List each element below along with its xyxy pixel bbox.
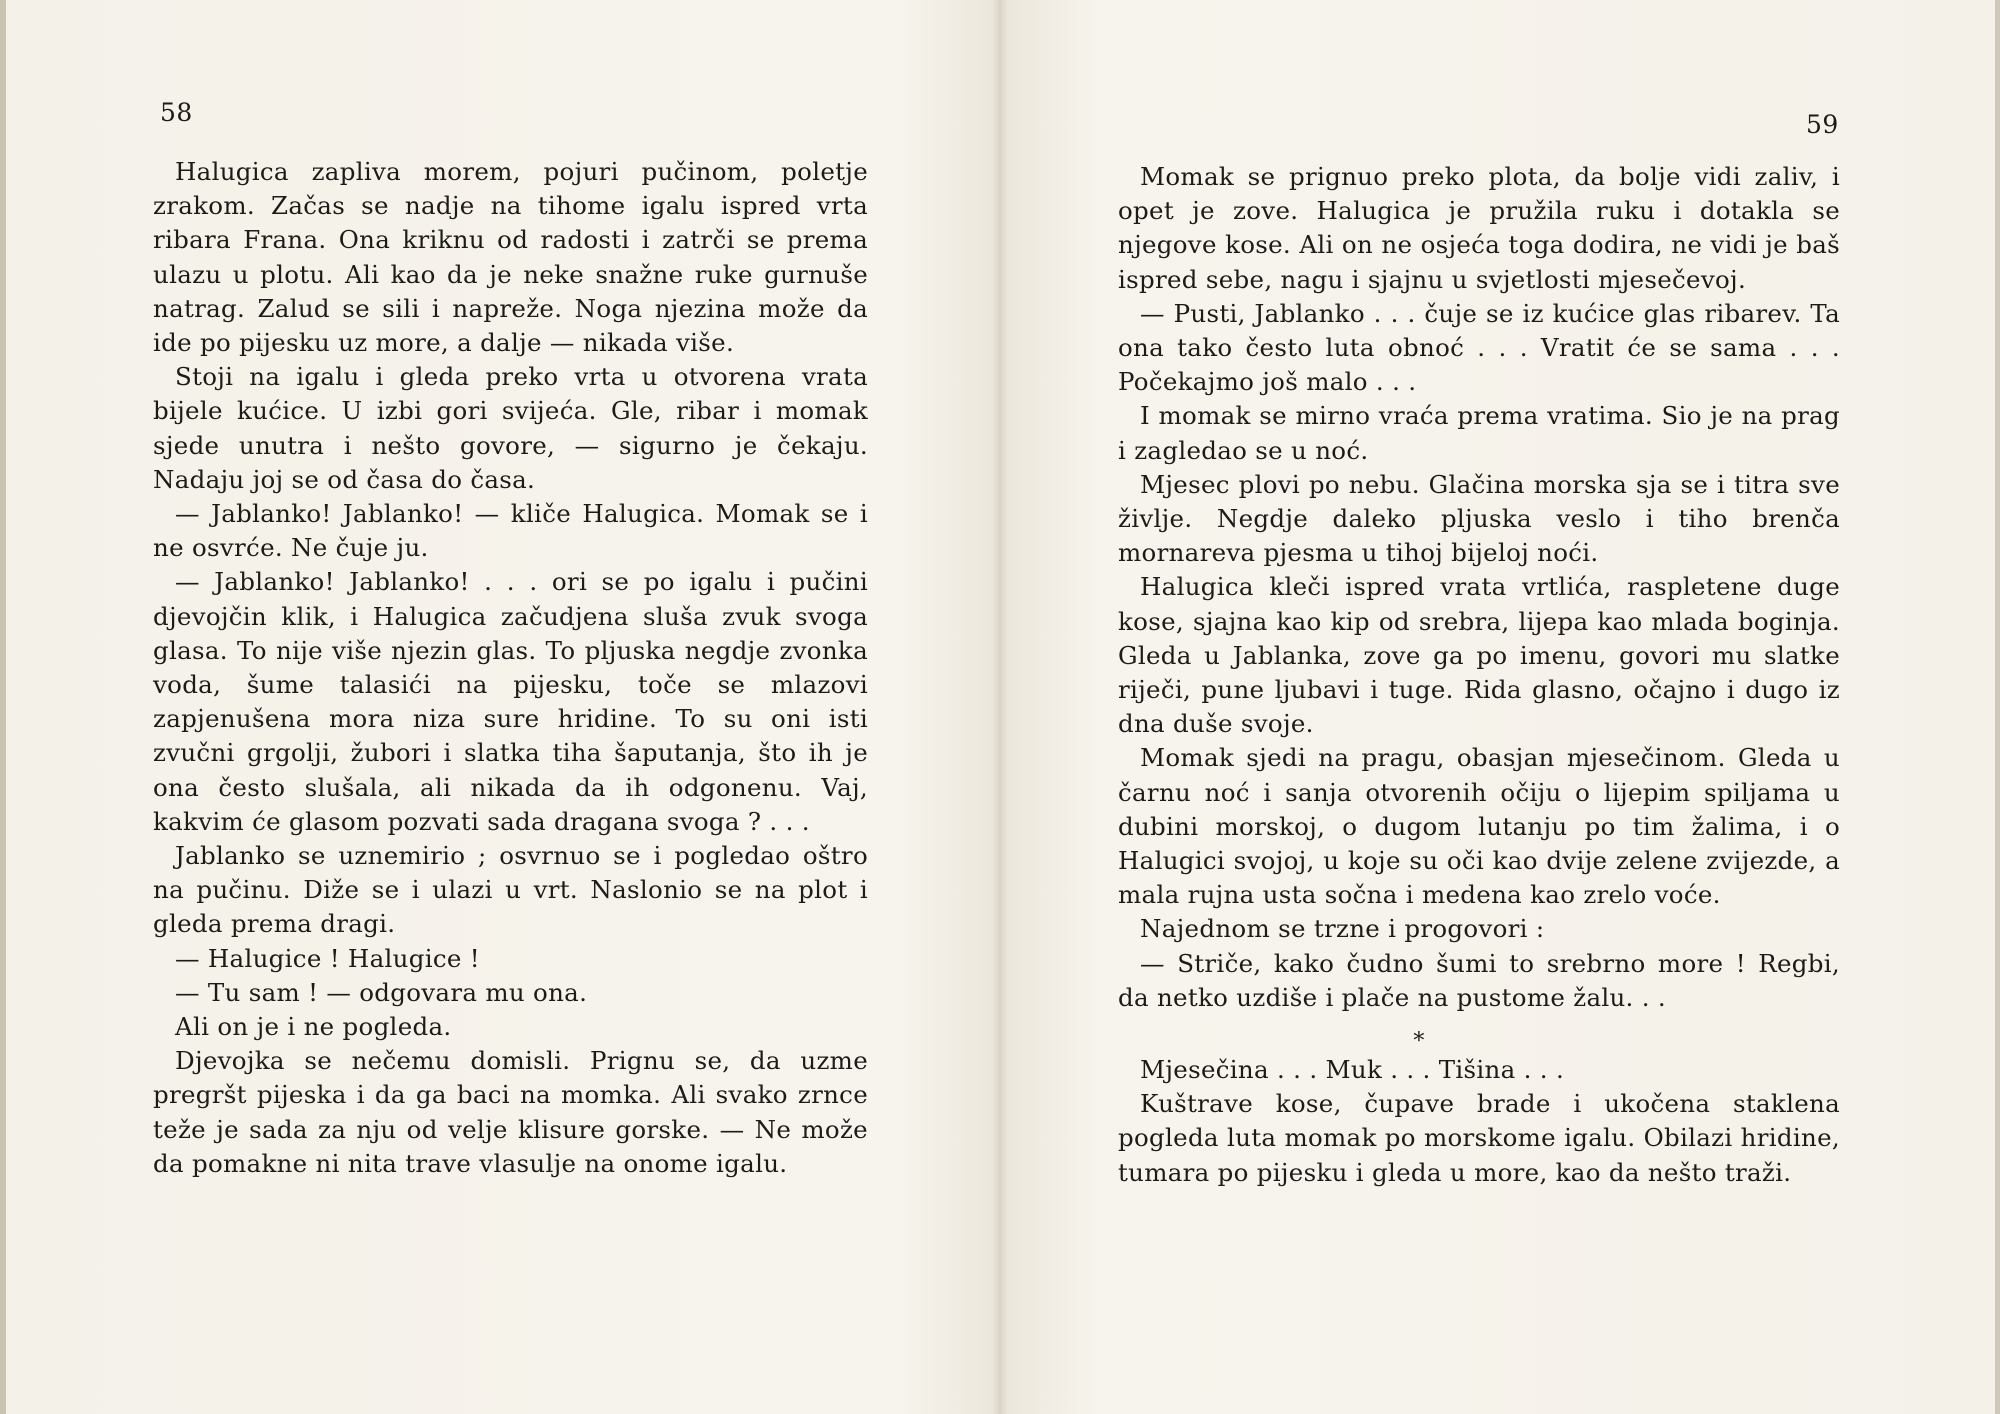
paragraph: Djevojka se nečemu domisli. Prignu se, da uzme pregršt pijeska i da ga baci na momka. Ali svako zrnce teže je sada za nju od velje klisure gorske. — Ne može da pomakne ni nita trave vlasulje na onome igalu. [153, 1046, 868, 1178]
paragraph: — Striče, kako čudno šumi to srebrno more ! Regbi, da netko uzdiše i plače na pustome žalu. . . [1118, 948, 1840, 1012]
paragraph: Ali on je i ne pogleda. [175, 1012, 452, 1042]
paragraph: Jablanko se uznemirio ; osvrnuo se i pogledao oštro na pučinu. Diže se i ulazi u vrt. Naslonio se na plot i gleda prema dragi. [153, 841, 868, 939]
paragraph: — Tu sam ! — odgovara mu ona. [175, 977, 588, 1007]
paragraph: I momak se mirno vraća prema vratima. Sio je na prag i zagledao se u noć. [1118, 401, 1840, 465]
paragraph: — Jablanko! Jablanko! — kliče Halugica. Momak se i ne osvrće. Ne čuje ju. [153, 499, 868, 563]
left-page-number: 58 [160, 98, 193, 127]
paragraph: Mjesec plovi po nebu. Glačina morska sja se i titra sve življe. Negdje daleko pljuska veslo i tiho brenča mornareva pjesma u tihoj bijeloj noći. [1118, 469, 1840, 568]
paragraph: Stoji na igalu i gleda preko vrta u otvorena vrata bijele kućice. U izbi gori svijeća. Gle, ribar i momak sjede unutra i nešto govore, — sigurno je čekaju. Nadaju joj se od časa do časa. [153, 362, 868, 494]
paragraph: Momak se prignuo preko plota, da bolje vidi zaliv, i opet je zove. Halugica je pružila ruku i dotakla se njegove kose. Ali on ne osjeća toga dodira, ne vidi je baš ispred sebe, nagu i sjajnu u svjetlosti mjesečevoj. [1118, 162, 1840, 294]
paragraph: Momak sjedi na pragu, obasjan mjesečinom. Gleda u čarnu noć i sanja otvorenih očiju o lijepim spiljama u dubini morskoj, o dugom lutanju po tim žalima, i o Halugici svojoj, u koje su oči kao dvije zelene zvijezde, a mala rujna usta sočna i medena kao zrelo voće. [1118, 743, 1840, 910]
paragraph: Halugica kleči ispred vrata vrtlića, raspletene duge kose, sjajna kao kip od srebra, lijepa kao mlada boginja. Gleda u Jablanka, zove ga po imenu, govori mu slatke riječi, pune ljubavi i tuge. Rida glasno, očajno i dugo iz dna duše svoje. [1118, 572, 1840, 739]
paragraph: — Jablanko! Jablanko! . . . ori se po igalu i pučini djevojčin klik, i Halugica začudjena sluša zvuk svoga glasa. To nije više njezin glas. To pljuska negdje zvonka voda, šume talasići na pijesku, toče se mlazovi zapjenušena mora niza sure hridine. To su oni isti zvučni grgolji, žubori i slatka tiha šaputanja, što ih je ona često slušala, ali nikada da ih odgonenu. Vaj, kakvim će glasom pozvati sada dragana svoga ? . . . [153, 567, 868, 836]
paragraph: — Pusti, Jablanko . . . čuje se iz kućice glas ribarev. Ta ona tako često luta obnoć . . . Vratit će se sama . . . Počekajmo još malo . . . [1118, 298, 1840, 397]
paragraph: Mjesečina . . . Muk . . . Tišina . . . [1140, 1055, 1565, 1085]
right-page-number: 59 [1806, 110, 1839, 139]
right-page-text [1118, 160, 1840, 1190]
paragraph: Kuštrave kose, čupave brade i ukočena staklena pogleda luta momak po morskome igalu. Obilazi hridine, tumara po pijesku i gleda u more, kao da nešto traži. [1118, 1089, 1840, 1187]
paragraph: Halugica zapliva morem, pojuri pučinom, poletje zrakom. Začas se nadje na tihome igalu ispred vrta ribara Frana. Ona kriknu od radosti i zatrči se prema ulazu u plotu. Ali kao da je neke snažne ruke gurnuše natrag. Zalud se sili i napreže. Noga njezina može da ide po pijesku uz more, a dalje — nikada više. [153, 157, 868, 358]
section-separator: * [1413, 1029, 1425, 1055]
left-page-text [153, 155, 868, 1181]
paragraph: Najednom se trzne i progovori : [1140, 914, 1545, 944]
right-page [1000, 0, 2000, 1414]
paragraph: — Halugice ! Halugice ! [175, 943, 480, 973]
